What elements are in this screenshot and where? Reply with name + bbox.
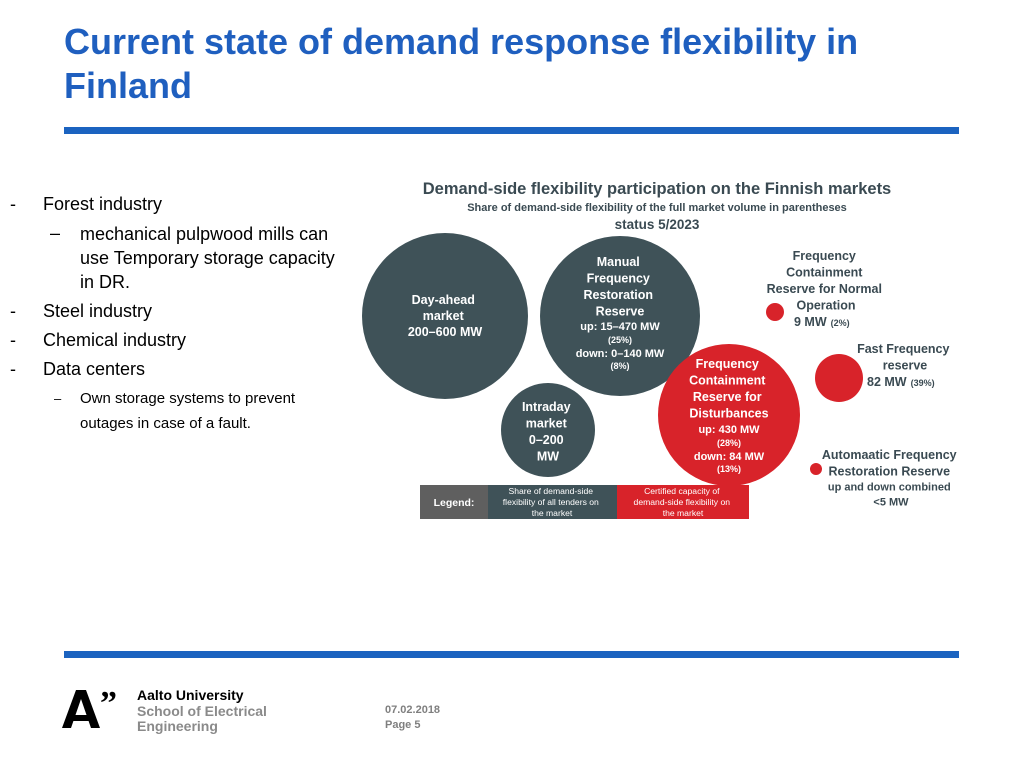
figure-status: status 5/2023 [614, 217, 700, 232]
label-mfrr-up-pct: (25%) [607, 335, 633, 345]
aalto-a-mark [62, 690, 100, 728]
flexibility-bubble-figure [355, 170, 975, 530]
label-fcrd-down-pct: (13%) [716, 464, 742, 474]
label-fcrd-up-pct: (28%) [716, 438, 742, 448]
footer-date: 07.02.2018 [385, 704, 441, 716]
label-fcrd: Frequency Containment Reserve for Disturbances [689, 357, 769, 421]
legend-red-text: Certified capacity of demand-side flexibility on the market [633, 486, 731, 518]
label-ffr-value: 82 MW (39%) [867, 375, 935, 389]
label-mfrr-down: down: 0–140 MW [575, 348, 665, 360]
label-day-ahead: Day-ahead market 200–600 MW [407, 293, 483, 339]
label-fcrn-value: 9 MW (2%) [794, 315, 850, 329]
figure-title: Demand-side flexibility participation on the Finnish markets [422, 180, 892, 198]
bubble-afrr [810, 463, 822, 475]
footer-meta [385, 703, 440, 733]
bullet-forest-industry: - Forest industry [10, 194, 163, 214]
label-fcrn: Frequency Containment Reserve for Normal Operation [766, 249, 882, 313]
label-mfrr-up: up: 15–470 MW [580, 321, 660, 333]
legend-label: Legend: [433, 497, 475, 509]
top-divider [64, 127, 959, 134]
school-line-1: School of Electrical [137, 702, 267, 719]
label-fcrd-down: down: 84 MW [693, 451, 765, 463]
bubble-ffr [815, 354, 863, 402]
sub-bullet-pulpwood-mills: – mechanical pulpwood mills can use Temporary storage capacity in DR. [50, 223, 335, 292]
school-line-2: Engineering [137, 718, 218, 734]
university-name [137, 688, 267, 735]
bullet-steel-industry: - Steel industry [10, 301, 153, 321]
aalto-quote-mark: ” [100, 688, 117, 722]
label-afrr: Automaatic Frequency Restoration Reserve up and down combined <5 MW [821, 448, 957, 509]
bottom-divider [64, 651, 959, 658]
label-fcrd-up: up: 430 MW [698, 424, 760, 436]
bullet-chemical-industry: - Chemical industry [10, 330, 187, 350]
figure-subtitle: Share of demand-side flexibility of the full market volume in parentheses [467, 202, 847, 214]
figure-legend [420, 485, 749, 519]
sub-bullet-storage-systems: – Own storage systems to prevent outages in case of a fault. [54, 390, 296, 432]
label-mfrr-down-pct: (8%) [610, 361, 630, 371]
slide-title: Current state of demand response flexibility in Finland [64, 21, 859, 106]
label-ffr: Fast Frequency reserve [857, 342, 950, 373]
label-mfrr: Manual Frequency Restoration Reserve [583, 255, 653, 319]
aalto-logo [62, 688, 126, 735]
bullet-data-centers: - Data centers [10, 359, 146, 379]
label-intraday: Intraday market 0–200 MW [521, 400, 571, 464]
university-line: Aalto University [137, 687, 244, 703]
bullet-list [10, 193, 340, 436]
footer-page-number: Page 5 [385, 719, 421, 731]
legend-grey-text: Share of demand-side flexibility of all tenders on the market [502, 486, 599, 518]
bubble-fcrn [766, 303, 784, 321]
